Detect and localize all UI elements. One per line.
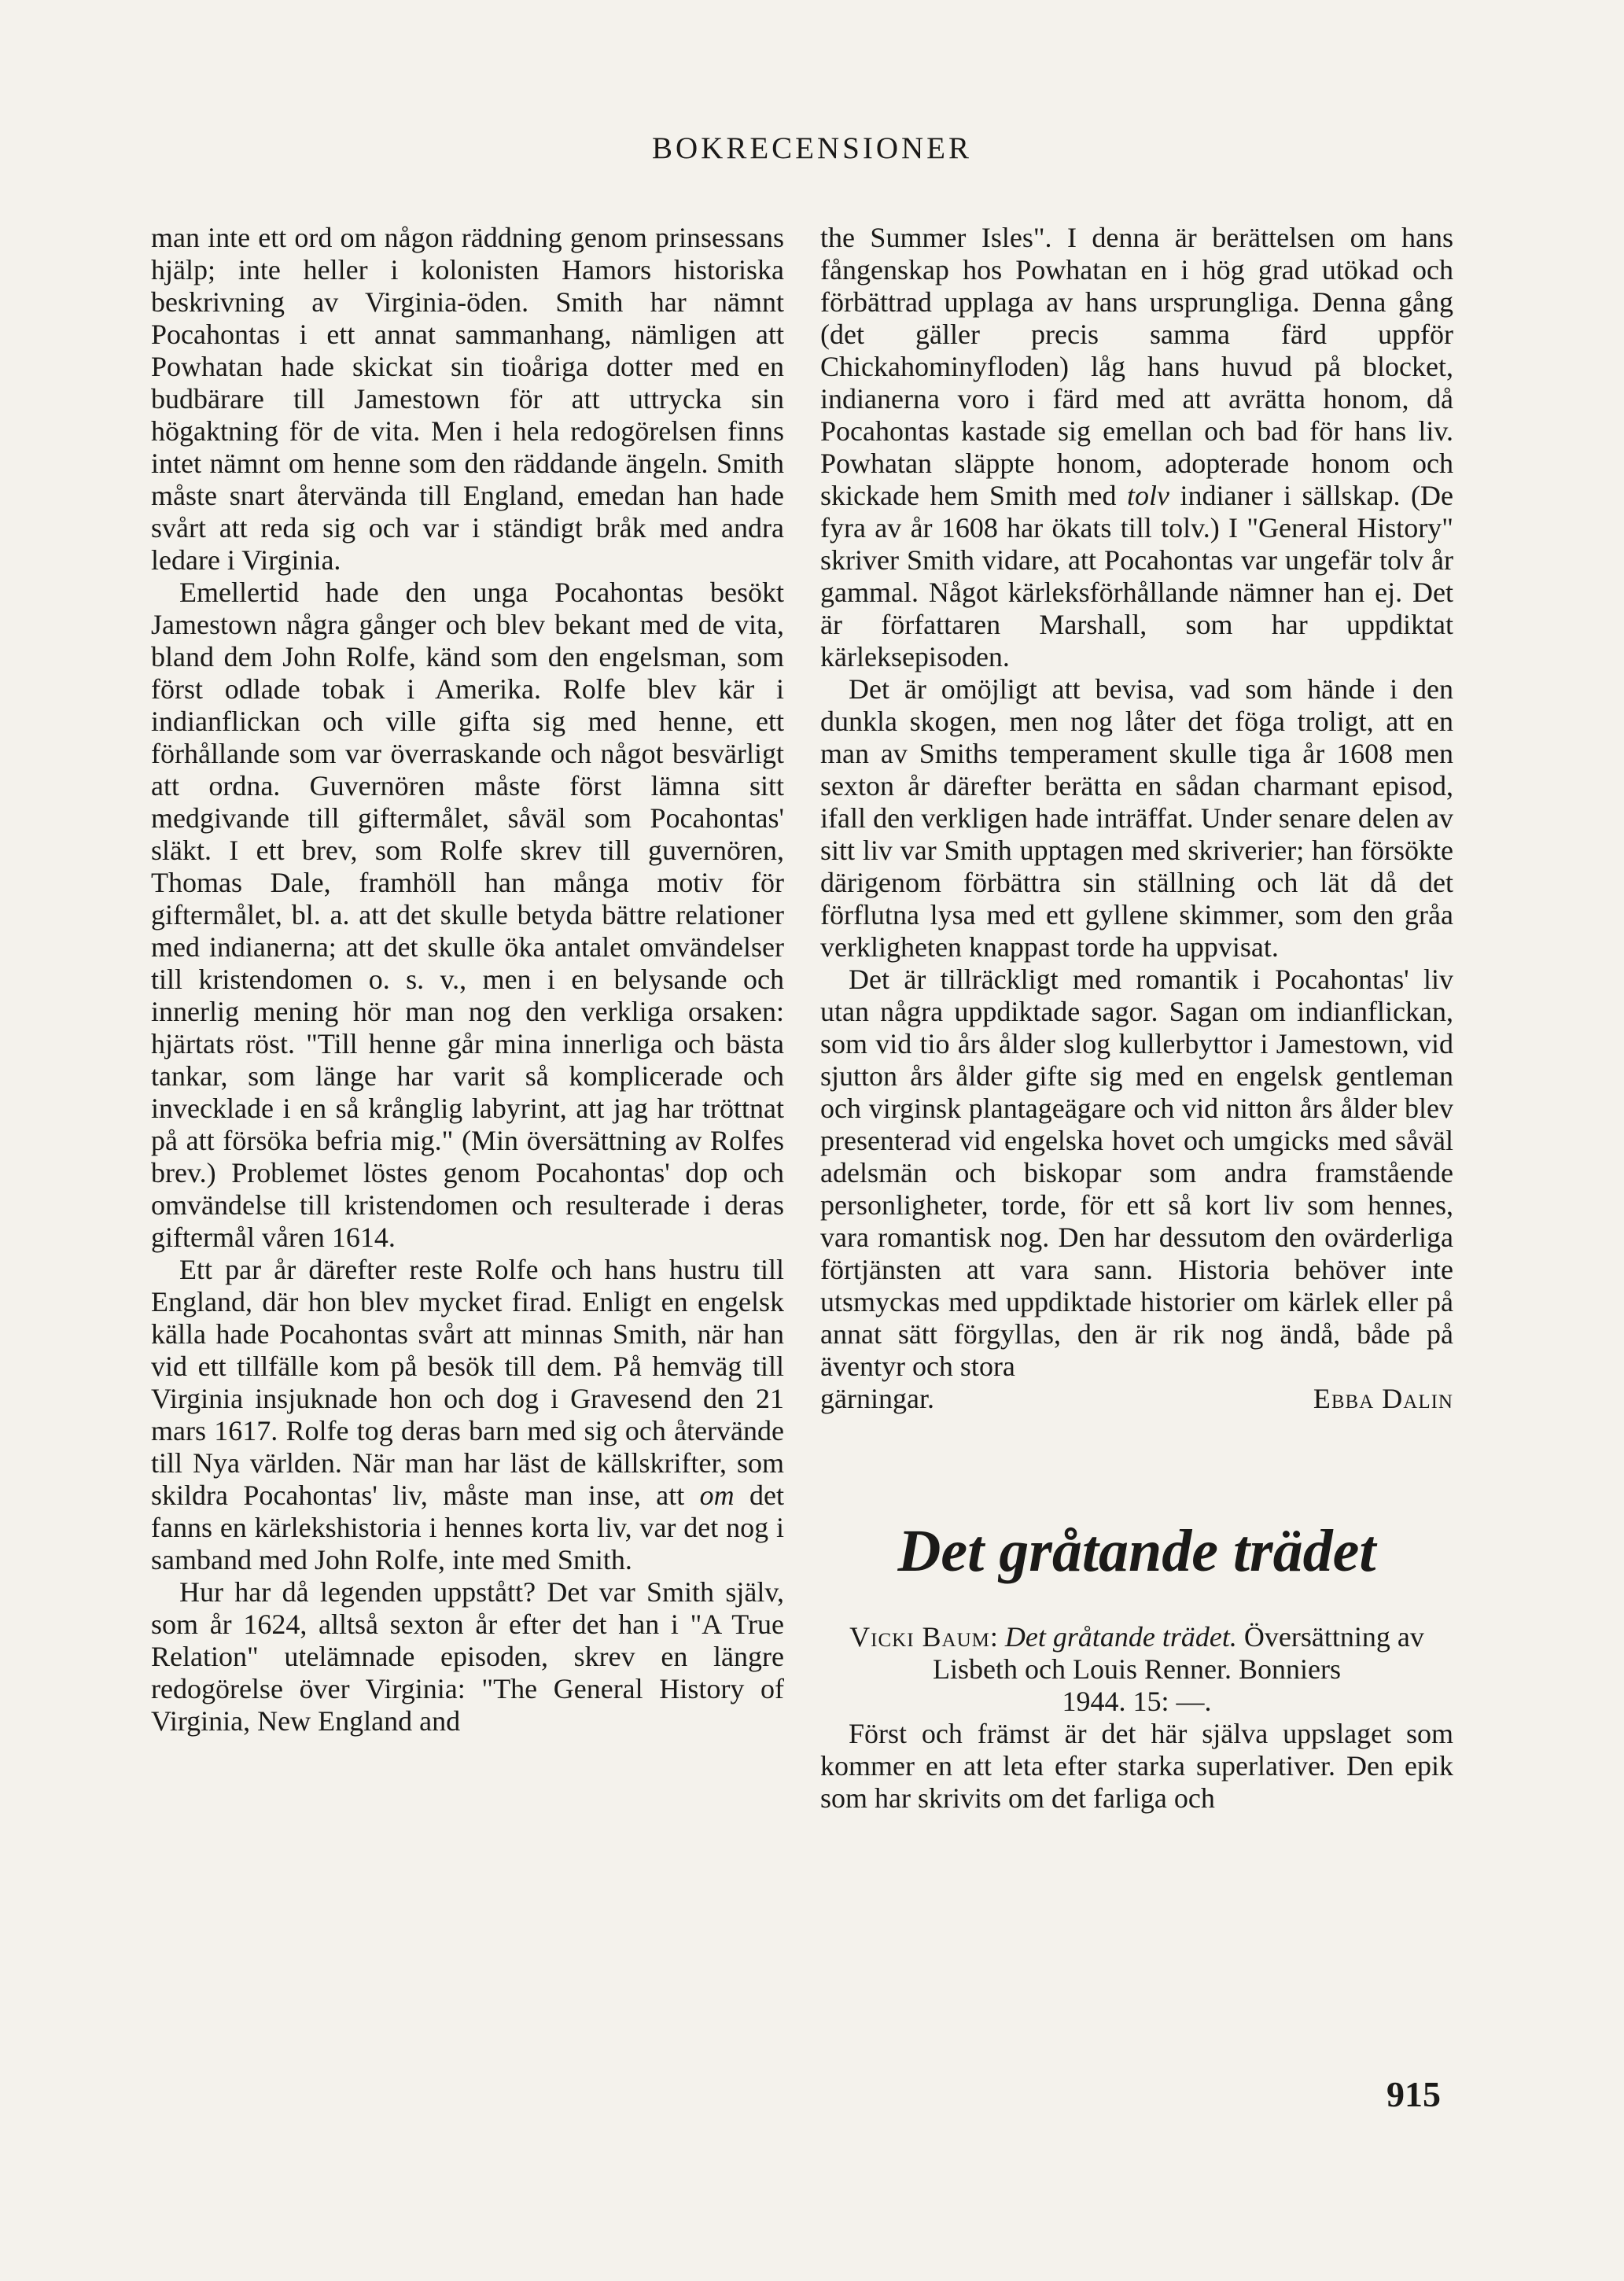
book-details: Översättning av Lisbeth och Louis Renner. Bonniers: [933, 1621, 1424, 1685]
page-number: 915: [1386, 2074, 1441, 2114]
emphasis: om: [699, 1480, 735, 1511]
signature-line: [820, 1383, 1453, 1415]
review-title: Det gråtande trädet: [897, 1518, 1376, 1584]
paragraph: Emellertid hade den unga Pocahontas besökt Jamestown några gånger och blev bekant med de vita, bland dem John Rolfe, känd som den engelsman, som först odlade tobak i Amerika. Rolfe blev kär i indianflickan och ville gifta sig med henne, ett förhållande som var överraskande och något besvärligt att ordna. Guvernören måste först lämna sitt medgivande till giftermålet, såväl som Pocahontas' släkt. I ett brev, som Rolfe skrev till guvernören, Thomas Dale, framhöll han många motiv för giftermålet, bl. a. att det skulle betyda bättre relationer med indianerna; att det skulle öka antalet omvändelser till kristendomen o. s. v., men i en belysande och innerlig mening hör man nog den verkliga orsaken: hjärtats röst. "Till henne går mina innerliga och bästa tankar, som länge har varit så komplicerade och invecklade i en så krånglig labyrint, att jag har tröttnat på att försöka befria mig." (Min översättning av Rolfes brev.) Problemet löstes genom Pocahontas' dop och omvändelse till kristendomen och resulterade i deras giftermål våren 1614.: [151, 577, 784, 1253]
paragraph: Det är tillräckligt med romantik i Pocahontas' liv utan några uppdiktade sagor. Sagan om indianflickan, som vid tio års ålder slog kullerbyttor i Jamestown, vid sjutton års ålder gifte sig med en engelsk gentleman och virginsk plantageägare och vid nitton års ålder blev presenterad vid engelska hovet och umgicks med såväl adelsmän och biskopar som andra framstående personligheter, torde, för ett så kort liv som hennes, vara romantisk nog. Den har dessutom den ovärderliga förtjänsten att vara sann. Historia behöver inte utsmyckas med uppdiktade historier om kärlek eller på annat sätt förgyllas, den är rik nog ändå, både på äventyr och stora: [820, 964, 1453, 1382]
emphasis: tolv: [1127, 480, 1170, 511]
running-header: BOKRECENSIONER: [651, 131, 973, 165]
left-column: [151, 222, 784, 1737]
paragraph: Först och främst är det här själva uppslaget som kommer en att leta efter starka superlativer. Den epik som har skrivits om det farliga och: [820, 1718, 1453, 1814]
review-signature: Ebba Dalin: [1313, 1383, 1453, 1414]
right-column: [820, 222, 1453, 1815]
book-title: Det gråtande trädet.: [1004, 1621, 1237, 1653]
paragraph-end: gärningar.: [820, 1383, 934, 1414]
book-details: 1944. 15: —.: [1062, 1686, 1212, 1717]
paragraph: Ett par år därefter reste Rolfe och hans hustru till England, där hon blev mycket firad. Enligt en engelsk källa hade Pocahontas svårt att minnas Smith, när han vid ett tillfälle kom på besök till dem. På hemväg till Virginia insjuknade hon och dog i Gravesend den 21 mars 1617. Rolfe tog deras barn med sig och återvände till Nya världen. När man har läst de källskrifter, som skildra Pocahontas' liv, måste man inse, att om det fanns en kärlekshistoria i hennes korta liv, var det nog i samband med John Rolfe, inte med Smith.: [151, 1254, 784, 1575]
paragraph: Hur har då legenden uppstått? Det var Smith själv, som år 1624, alltså sexton år efter det han i "A True Relation" utelämnade episoden, skrev en längre redogörelse över Virginia: "The General History of Virginia, New England and: [151, 1576, 784, 1737]
book-author: Vicki Baum: [849, 1621, 990, 1653]
book-reference: Vicki Baum: Det gråtande trädet. Översättning av Lisbeth och Louis Renner. Bonniers 1944. 15: —.: [849, 1621, 1424, 1717]
paragraph: Det är omöjligt att bevisa, vad som hände i den dunkla skogen, men nog låter det föga troligt, att en man av Smiths temperament skulle tiga år 1608 men sexton år därefter berätta en sådan charmant episod, ifall den verkligen hade inträffat. Under senare delen av sitt liv var Smith upptagen med skriverier; han försökte därigenom förbättra sin ställning och lät då det förflutna lysa med ett gyllene skimmer, som den gråa verkligheten knappast torde ha uppvisat.: [820, 673, 1453, 963]
paragraph: the Summer Isles". I denna är berättelsen om hans fångenskap hos Powhatan en i hög grad utökad och förbättrad upplaga av hans ursprungliga. Denna gång (det gäller precis samma färd uppför Chickahominyfloden) låg hans huvud på blocket, indianerna voro i färd med att avrätta honom, då Pocahontas kastade sig emellan och bad för hans liv. Powhatan släppte honom, adopterade honom och skickade hem Smith med tolv indianer i sällskap. (De fyra av år 1608 har ökats till tolv.) I "General History" skriver Smith vidare, att Pocahontas var ungefär tolv år gammal. Något kärleksförhållande nämner han ej. Det är författaren Marshall, som har uppdiktat kärleksepisoden.: [820, 222, 1454, 673]
paragraph: man inte ett ord om någon räddning genom prinsessans hjälp; inte heller i kolonisten Hamors historiska beskrivning av Virginia-öden. Smith har nämnt Pocahontas i ett annat sammanhang, nämligen att Powhatan hade skickat sin tioåriga dotter med en budbärare till Jamestown för att uttrycka sin högaktning för de vita. Men i hela redogörelsen finns intet nämnt om henne som den räddande ängeln. Smith måste snart återvända till England, emedan han hade svårt att reda sig och var i ständigt bråk med andra ledare i Virginia.: [151, 222, 784, 576]
